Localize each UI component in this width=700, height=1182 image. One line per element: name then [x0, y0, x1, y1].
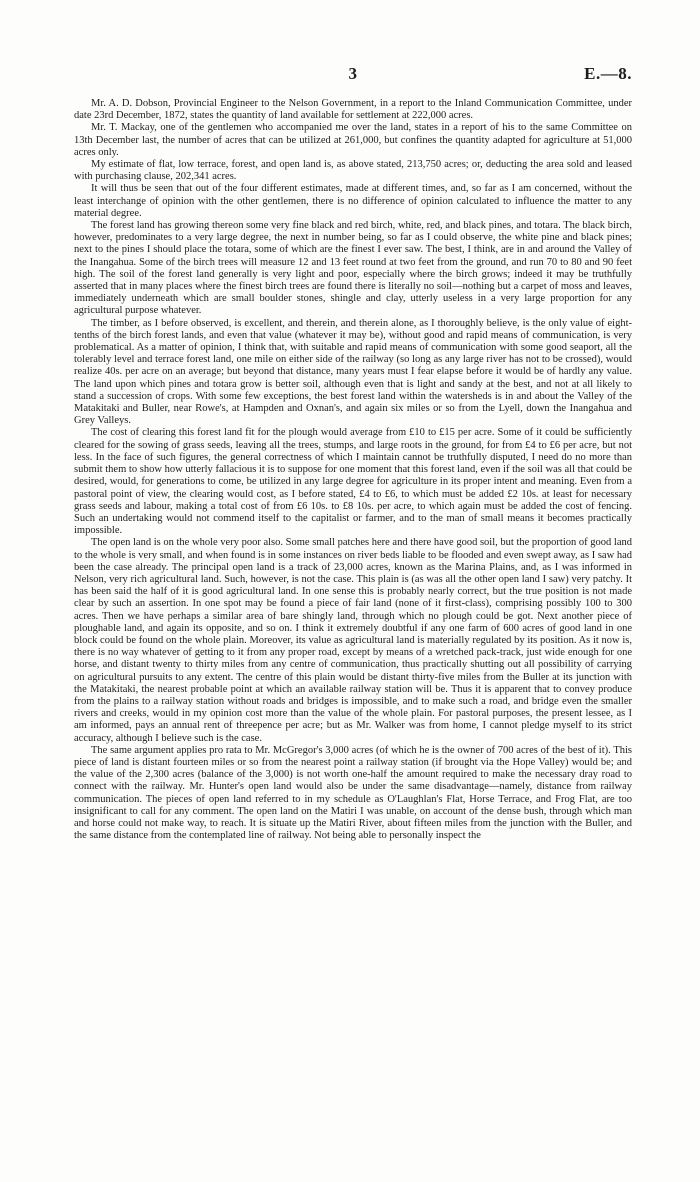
paragraph-clearing-cost: The cost of clearing this forest land fit for the plough would average from £10 to £15 per acre. Some of it could be sufficiently cleared for the sowing of grass seeds, leaving all the trees, stumps, and large roots in the ground, for from £4 to £6 per acre, but not less. In the face of such figures, the general correctness of which I maintain cannot be truthfully disputed, I need do no more than submit them to show how utterly fallacious it is to suppose for one moment that this forest land, even if the soil was all that could be desired, would, for generations to come, be utilized in any large degree for agriculture in its proper intent and meaning. Even from a pastoral point of view, the clearing would cost, as I before stated, £4 to £6, to which must be added £2 10s. at least for necessary grass seeds and labour, making a total cost of from £6 10s. to £8 10s. per acre, to which again must be added the cost of fencing. Such an undertaking would not commend itself to the capitalist or farmer, and to the man of small means it becomes practically impossible.	[74, 427, 632, 537]
page-header	[74, 64, 632, 90]
paragraph-dobson-report: Mr. A. D. Dobson, Provincial Engineer to the Nelson Government, in a report to the Inland Communication Committee, under date 23rd December, 1872, states the quantity of land available for settlement at 222,000 acres.	[74, 98, 632, 122]
paragraph-mcgregor-land: The same argument applies pro rata to Mr. McGregor's 3,000 acres (of which he is the owner of 700 acres of the best of it). This piece of land is distant fourteen miles or so from the nearest point a railway station (if brought via the Hope Valley) would be; and the value of the 2,300 acres (balance of the 3,000) is not worth one-half the amount required to make the necessary dray road to connect with the railway. Mr. Hunter's open land would also be under the same disadvantage—namely, distance from railway communication. The pieces of open land referred to in my schedule as O'Laughlan's Flat, Horse Terrace, and Frog Flat, are too insignificant to call for any comment. The open land on the Matiri I was unable, on account of the dense bush, through which man and horse could not make way, to reach. It is situate up the Matiri River, about fifteen miles from the junction with the Buller, and the same distance from the contemplated line of railway. Not being able to personally inspect the	[74, 744, 632, 842]
paragraph-open-land: The open land is on the whole very poor also. Some small patches here and there have good soil, but the proportion of good land to the whole is very small, and when found is in some instances on river beds liable to be flooded and even swept away, as I saw had been the case already. The principal open land is a track of 23,000 acres, known as the Marina Plains, and, as I was informed in Nelson, very rich agricultural land. Such, however, is not the case. This plain is (as was all the other open land I saw) very patchy. It has been said the half of it is good agricultural land. In one sense this is probably nearly correct, but the true position is not made clear by such an assertion. In one spot may be found a piece of fair land (none of it first-class), comprising possibly 100 to 300 acres. Then we have perhaps a similar area of bare shingly land, through which no plough could be got. Next another piece of ploughable land, and again its opposite, and so on. I think it extremely doubtful if any one farm of 600 acres of good land in one block could be found on the whole plain. Moreover, its value as agricultural land is materially regulated by its position. As it now is, there is no way whatever of getting to it from any proper road, except by means of a wretched pack-track, just wide enough for one horse, and distant twenty to thirty miles from any centre of communication, thus practically shutting out all possibility of carrying on agricultural pursuits to any extent. The centre of this plain would be distant thirty-five miles from the Buller at its junction with the Matakitaki, the nearest probable point at which an available railway station will be. Thus it is apparent that to convey produce from the plains to a railway station without roads and bridges is impossible, and to make such a road, and bridge even the smaller rivers and creeks, would in my opinion cost more than the value of the whole plain. For pastoral purposes, the present lessee, as I am informed, pays an annual rent of threepence per acre; but as Mr. Walker was from home, I cannot pledge myself to its strict accuracy, although I believe such is the case.	[74, 537, 632, 744]
paragraph-timber-value: The timber, as I before observed, is excellent, and therein, and therein alone, as I thoroughly believe, is the only value of eight-tenths of the birch forest lands, and even that value (whatever it may be), without good and rapid means of communication, is very problematical. As a matter of opinion, I think that, with suitable and rapid means of communication with some good seaport, all the tolerably level and terrace forest land, one mile on either side of the railway (so long as any large river has not to be crossed), would realize 40s. per acre on an average; but beyond that distance, many years must I fear elapse before it would be of hardly any value. The land upon which pines and totara grow is better soil, although even that is light and sandy at the best, and not at all likely to stand a succession of crops. With some few exceptions, the best forest land within the watersheds is in and about the Valley of the Matakitaki and Buller, near Rowe's, at Hampden and Oxnan's, and again six miles or so from the Lyell, down the Inangahua and Grey Valleys.	[74, 317, 632, 427]
paragraph-estimates-summary: It will thus be seen that out of the four different estimates, made at different times, and, so far as I am concerned, without the least interchange of opinion with the other gentlemen, there is no difference of opinion calculated to influence the matter to any material degree.	[74, 183, 632, 219]
page-number: 3	[348, 64, 358, 83]
document-reference: E.—8.	[584, 64, 632, 83]
paragraph-own-estimate: My estimate of flat, low terrace, forest, and open land is, as above stated, 213,750 acres; or, deducting the area sold and leased with purchasing clause, 202,341 acres.	[74, 159, 632, 183]
body-text	[74, 98, 632, 842]
paragraph-mackay-report: Mr. T. Mackay, one of the gentlemen who accompanied me over the land, states in a report of his to the same Committee on 13th December last, the number of acres that can be utilized at 261,000, but confines the quantity adapted for agriculture at 51,000 acres only.	[74, 122, 632, 158]
paragraph-forest-land: The forest land has growing thereon some very fine black and red birch, white, red, and black pines, and totara. The black birch, however, predominates to a very large degree, the next in number being, so far as I could observe, the white pine and black pines; next to the pines I should place the totara, some of which are the finest I ever saw. The best, I think, are in and around the Valley of the Inangahua. Some of the birch trees will measure 12 and 13 feet round at two feet from the ground, and run 70 to 80 and 90 feet high. The soil of the forest land generally is very light and poor, especially where the birch grows; indeed it may be truthfully asserted that in many places where the finest birch trees are found there is literally no soil—nothing but a carpet of moss and leaves, immediately underneath which are small boulder stones, shingle and clay, utterly useless in a very large proportion for any agricultural purpose whatever.	[74, 220, 632, 317]
